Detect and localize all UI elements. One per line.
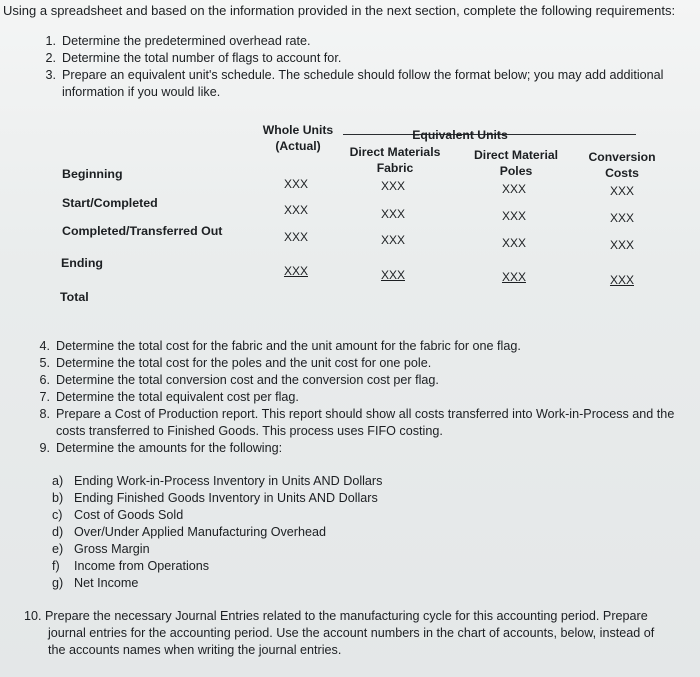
sub-item-b: b) Ending Finished Goods Inventory in Units AND Dollars [52, 491, 378, 505]
sub-item-e: e) Gross Margin [52, 542, 150, 556]
cell-ending-conversion: XXX [609, 273, 634, 287]
intro-text: Using a spreadsheet and based on the information provided in the next section, complete the following requirements: [3, 3, 676, 18]
requirement-8: 8. Prepare a Cost of Production report. This report should show all costs transferred into Work-in-Process and the [39, 407, 675, 421]
cell-beginning-conversion: XXX [609, 184, 634, 198]
row-label-ending: Ending [61, 256, 103, 270]
requirement-5: 5. Determine the total cost for the poles and the unit cost for one pole. [39, 356, 432, 370]
row-label-completed-transferred: Completed/Transferred Out [62, 224, 223, 238]
row-label-start-completed: Start/Completed [62, 196, 158, 210]
sub-item-f: f) Income from Operations [52, 559, 210, 573]
requirement-1: 1. Determine the predetermined overhead rate. [45, 34, 311, 48]
header-dm-fabric: Direct Materials Fabric [349, 145, 441, 175]
cell-ending-fabric: XXX [380, 268, 405, 282]
requirement-7: 7. Determine the total equivalent cost per flag. [39, 390, 299, 404]
cell-beginning-whole: XXX [283, 177, 308, 191]
row-label-total: Total [60, 290, 89, 304]
row-label-beginning: Beginning [62, 167, 123, 181]
sub-item-a: a) Ending Work-in-Process Inventory in Units AND Dollars [52, 474, 383, 488]
requirement-10-line-3: the accounts names when writing the journal entries. [48, 643, 342, 657]
requirement-4: 4. Determine the total cost for the fabric and the unit amount for the fabric for one flag. [39, 339, 521, 353]
requirement-2: 2. Determine the total number of flags to account for. [45, 51, 342, 65]
cell-ending-poles: XXX [501, 270, 526, 284]
cell-start-poles: XXX [501, 209, 526, 223]
header-dm-poles: Direct Material Poles [474, 148, 558, 178]
header-whole-units: Whole Units (Actual) [262, 123, 334, 153]
cell-completed-poles: XXX [501, 236, 526, 250]
cell-completed-conversion: XXX [609, 238, 634, 252]
requirement-3: 3. Prepare an equivalent unit's schedule. The schedule should follow the format below; you may add additional [45, 68, 664, 82]
requirement-10: 10. Prepare the necessary Journal Entries related to the manufacturing cycle for this accounting period. Prepare [24, 609, 648, 623]
sub-item-d: d) Over/Under Applied Manufacturing Overhead [52, 525, 327, 539]
cell-beginning-poles: XXX [501, 182, 526, 196]
cell-start-whole: XXX [283, 203, 308, 217]
requirement-9: 9. Determine the amounts for the following: [39, 441, 283, 455]
requirement-10-line-2: journal entries for the accounting period. Use the account numbers in the chart of accounts, below, instead of [48, 626, 655, 640]
requirement-8-cont: costs transferred to Finished Goods. This process uses FIFO costing. [56, 424, 443, 438]
requirement-3-cont: information if you would like. [62, 85, 221, 99]
header-equivalent-units: Equivalent Units [412, 128, 508, 142]
cell-completed-fabric: XXX [380, 233, 405, 247]
cell-ending-whole: XXX [283, 264, 308, 278]
sub-item-g: g) Net Income [52, 576, 139, 590]
requirement-6: 6. Determine the total conversion cost and the conversion cost per flag. [39, 373, 439, 387]
cell-start-conversion: XXX [609, 211, 634, 225]
cell-start-fabric: XXX [380, 207, 405, 221]
sub-item-c: c) Cost of Goods Sold [52, 508, 184, 522]
cell-completed-whole: XXX [283, 230, 308, 244]
header-conversion-costs: Conversion Costs [588, 150, 656, 180]
cell-beginning-fabric: XXX [380, 179, 405, 193]
